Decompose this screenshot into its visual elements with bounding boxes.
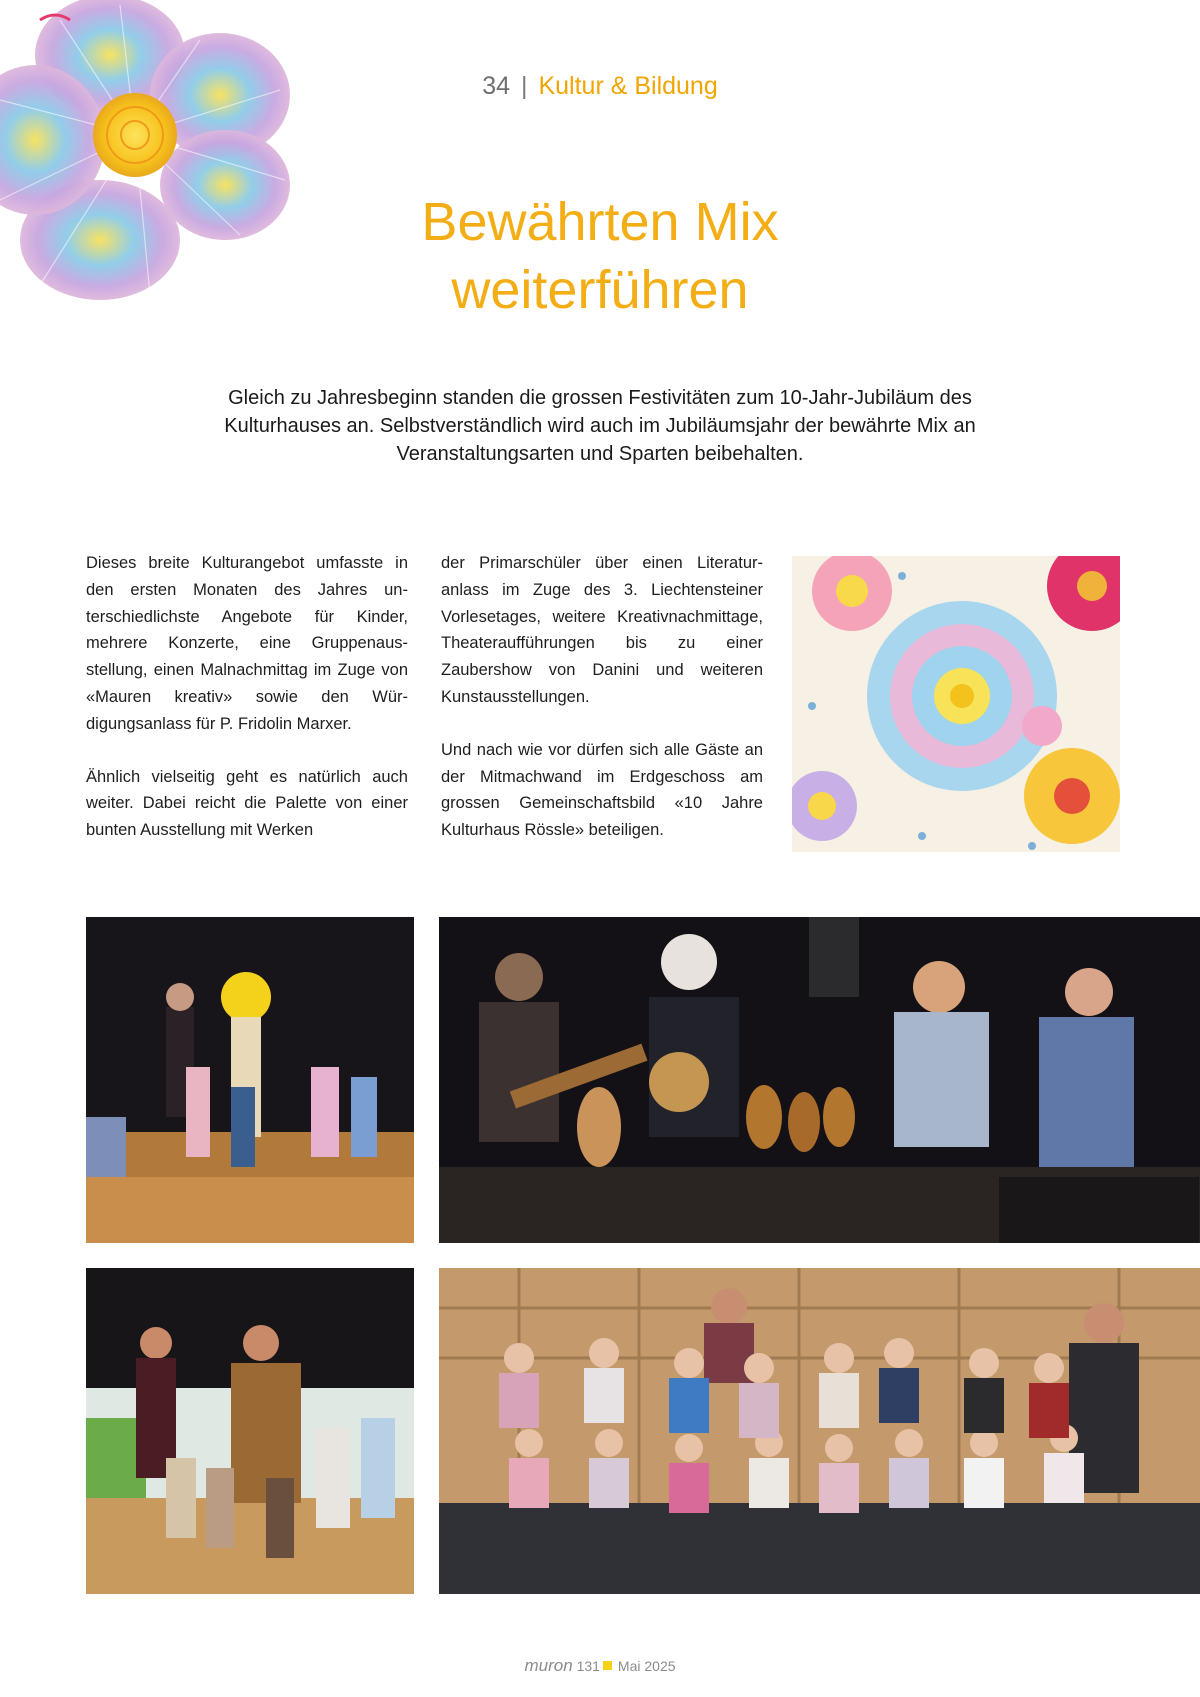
header-separator: | xyxy=(521,72,528,100)
page-footer xyxy=(0,1656,1200,1676)
page-header xyxy=(0,72,1200,101)
flower-drawing xyxy=(0,0,300,310)
paragraph: der Primarschüler über einen Literaturanlass im Zuge des 3. Liechtensteiner Vorlesetages, weitere Kreativnachmittage, Theateraufführungen bis zu einer Zaubershow von Danini und weiteren Kunstausstellungen. xyxy=(441,554,763,706)
issue-date: Mai 2025 xyxy=(617,1658,676,1674)
yellow-square-icon xyxy=(603,1661,612,1670)
issue-number: 131 xyxy=(576,1658,600,1674)
paragraph: Und nach wie vor dürfen sich alle Gäste an der Mitmachwand im Erdgeschoss am grossen Gemeinschaftsbild «10 Jahre Kulturhaus Rössle» beteiligen. xyxy=(441,740,763,840)
paragraph: Dieses breite Kulturangebot umfasste in den ersten Monaten des Jahres unterschiedlichste Angebote für Kinder, mehrere Konzerte, eine Gruppenausstellung, einen Malnachmittag im Zuge von «Mauren kreativ» sowie den Würdigungsanlass für P. Fridolin Marxer. xyxy=(86,554,408,733)
text-column-2 xyxy=(441,550,763,870)
childrens-painting-photo xyxy=(792,556,1120,852)
text-column-1 xyxy=(86,550,408,870)
page-number: 34 xyxy=(482,72,511,100)
magazine-brand: muron xyxy=(524,1656,573,1675)
children-dance-photo xyxy=(86,917,414,1243)
band-concert-photo xyxy=(439,917,1200,1243)
paragraph: Ähnlich vielseitig geht es natürlich auch weiter. Dabei reicht die Palette von einer bunten Ausstellung mit Werken xyxy=(86,767,408,840)
article-title-line1: Bewährten Mix xyxy=(421,192,779,252)
children-group-photo xyxy=(439,1268,1200,1594)
article-title xyxy=(290,188,910,324)
article-lead: Gleich zu Jahresbeginn standen die grossen Festivitäten zum 10-Jahr-Jubiläum des Kulturhauses an. Selbstverständlich wird auch im Jubiläumsjahr der bewährte Mix an Veranstaltungsarten und Sparten beibehalten. xyxy=(224,387,976,465)
section-title: Kultur & Bildung xyxy=(538,72,718,100)
article-title-line2: weiterführen xyxy=(451,260,749,320)
theatre-dance-photo xyxy=(86,1268,414,1594)
